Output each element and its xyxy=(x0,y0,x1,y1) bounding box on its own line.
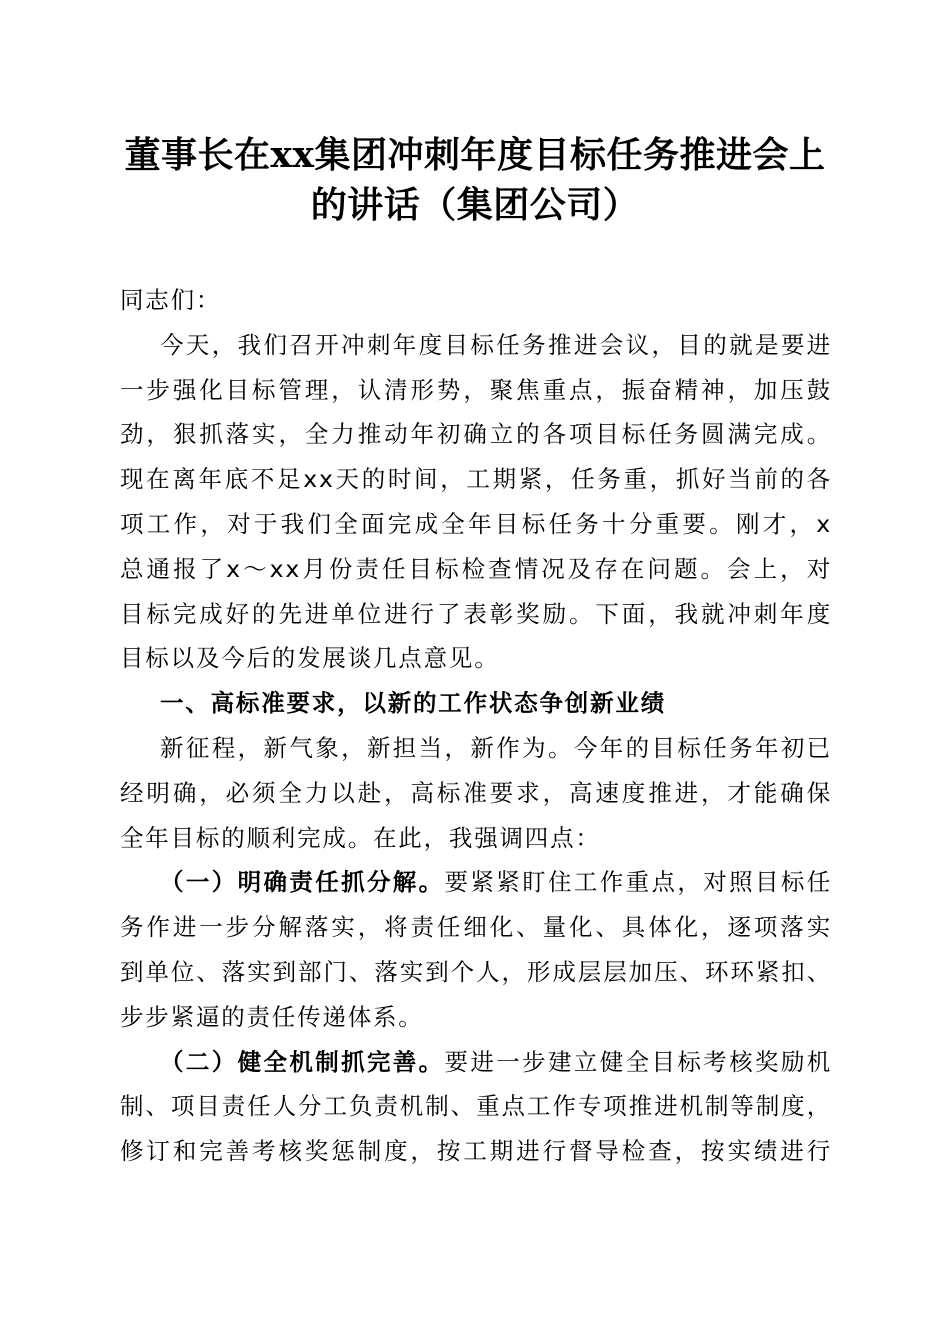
paragraph-line: 制、项目责任人分工负责机制、重点工作专项推进机制等制度， xyxy=(120,1092,832,1121)
paragraph-line: 全年目标的顺利完成。在此，我强调四点： xyxy=(120,823,601,852)
paragraph-line: 现在离年底不足xx天的时间，工期紧，任务重，抓好当前的各 xyxy=(120,465,832,494)
paragraph-line: 经明确，必须全力以赴，高标准要求，高速度推进，才能确保 xyxy=(120,778,832,807)
paragraph-line xyxy=(120,1040,832,1085)
paragraph-line: 目标完成好的先进单位进行了表彰奖励。下面，我就冲刺年度 xyxy=(120,599,832,628)
paragraph-line: 目标以及今后的发展谈几点意见。 xyxy=(120,644,500,673)
paragraph-line: 到单位、落实到部门、落实到个人，形成层层加压、环环紧扣、 xyxy=(120,957,832,986)
title-line-2: 的讲话（集团公司） xyxy=(310,184,640,226)
section-heading-1: 一、高标准要求，以新的工作状态争创新业绩 xyxy=(160,689,666,718)
document-body xyxy=(120,278,832,1174)
paragraph-line: 劲，狠抓落实，全力推动年初确立的各项目标任务圆满完成。 xyxy=(120,420,832,449)
paragraph-line: 务作进一步分解落实，将责任细化、量化、具体化，逐项落实 xyxy=(120,913,832,942)
item-2-label: （二）健全机制抓完善。 xyxy=(160,1047,445,1076)
item-1 xyxy=(120,860,832,1039)
document-title xyxy=(100,130,850,230)
paragraph-line: 今天，我们召开冲刺年度目标任务推进会议，目的就是要进 xyxy=(160,330,832,359)
paragraph-line xyxy=(120,860,832,905)
item-2 xyxy=(120,1040,832,1174)
paragraph-line: 一步强化目标管理，认清形势，聚焦重点，振奋精神，加压鼓 xyxy=(120,375,832,404)
item-1-text: 要紧紧盯住工作重点，对照目标任 xyxy=(444,868,832,897)
salutation: 同志们： xyxy=(120,286,222,314)
paragraph-line: 步步紧逼的责任传递体系。 xyxy=(120,1002,424,1031)
item-2-text: 要进一步建立健全目标考核奖励机 xyxy=(444,1047,832,1076)
paragraph-line: 修订和完善考核奖惩制度，按工期进行督导检查，按实绩进行 xyxy=(120,1137,832,1166)
paragraph-1 xyxy=(120,323,832,681)
title-line-1: 董事长在xx集团冲刺年度目标任务推进会上 xyxy=(124,134,826,176)
paragraph-2 xyxy=(120,726,832,860)
item-1-label: （一）明确责任抓分解。 xyxy=(160,868,445,897)
paragraph-line: 新征程，新气象，新担当，新作为。今年的目标任务年初已 xyxy=(160,733,832,762)
paragraph-line: 项工作，对于我们全面完成全年目标任务十分重要。刚才，x xyxy=(120,509,832,538)
paragraph-line: 总通报了x～xx月份责任目标检查情况及存在问题。会上，对 xyxy=(120,554,832,583)
